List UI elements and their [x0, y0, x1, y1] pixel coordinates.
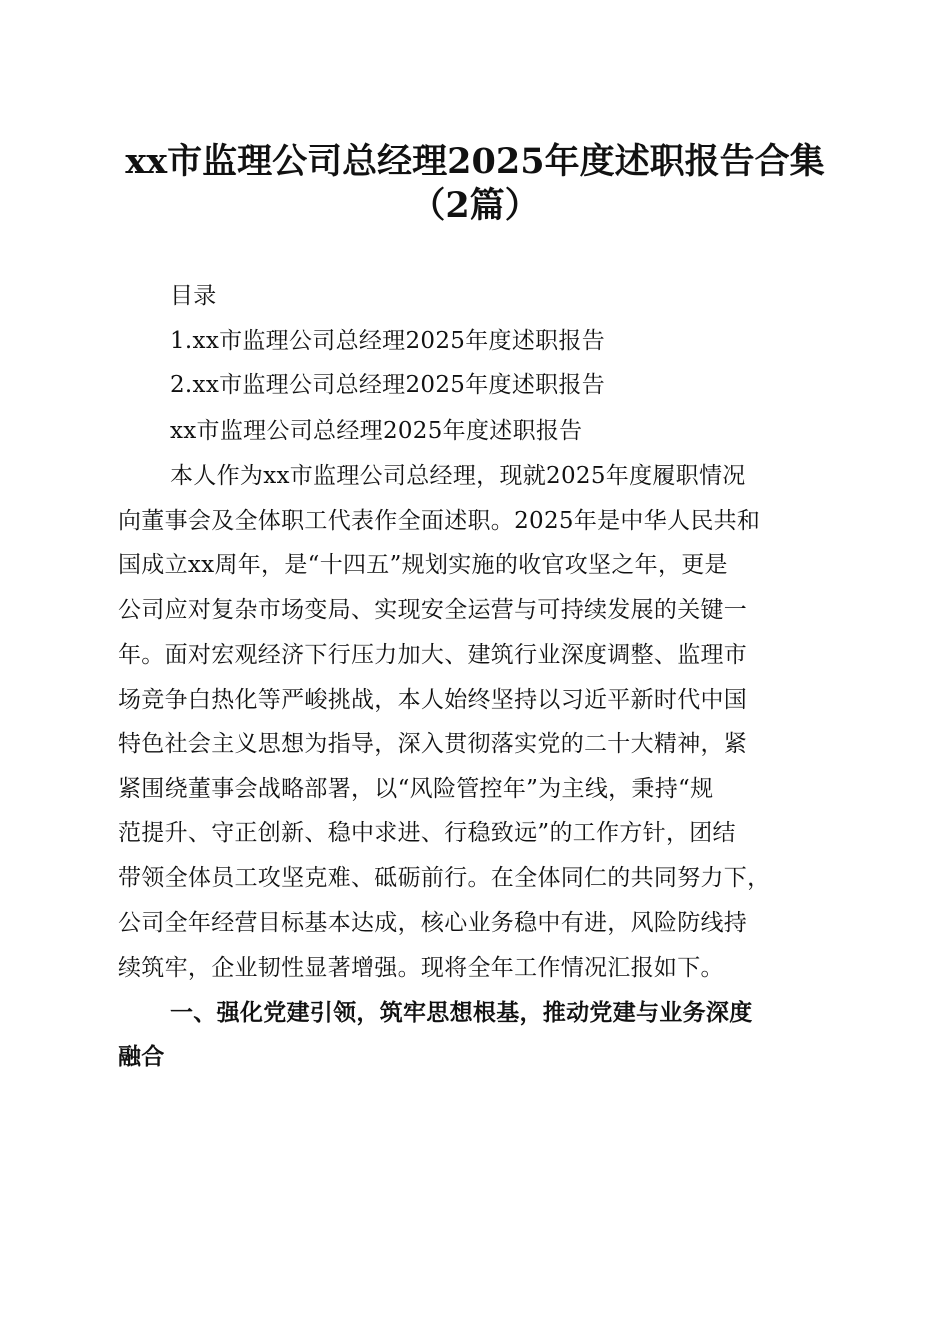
intro-line-4: 公司应对复杂市场变局、实现安全运营与可持续发展的关键一 [118, 597, 748, 623]
intro-line-3: 国成立xx周年，是“十四五”规划实施的收官攻坚之年，更是 [118, 552, 728, 578]
section-1-heading: 一、强化党建引领，筑牢思想根基，推动党建与业务深度 [170, 1000, 753, 1026]
intro-line-7: 特色社会主义思想为指导，深入贯彻落实党的二十大精神，紧 [118, 731, 748, 757]
intro-line-11: 公司全年经营目标基本达成，核心业务稳中有进，风险防线持 [118, 910, 748, 936]
article-title: xx市监理公司总经理2025年度述职报告 [170, 418, 583, 444]
intro-line-9: 范提升、守正创新、稳中求进、行稳致远”的工作方针，团结 [118, 820, 736, 846]
intro-line-12: 续筑牢，企业韧性显著增强。现将全年工作情况汇报如下。 [118, 955, 724, 981]
intro-line-5: 年。面对宏观经济下行压力加大、建筑行业深度调整、监理市 [118, 642, 748, 668]
toc-item-2: 2.xx市监理公司总经理2025年度述职报告 [170, 372, 606, 398]
document-title: xx市监理公司总经理2025年度述职报告合集 [125, 141, 825, 182]
intro-line-1: 本人作为xx市监理公司总经理，现就2025年度履职情况 [170, 463, 746, 489]
toc-label: 目录 [170, 283, 217, 309]
toc-item-1: 1.xx市监理公司总经理2025年度述职报告 [170, 328, 606, 354]
intro-line-6: 场竞争白热化等严峻挑战，本人始终坚持以习近平新时代中国 [118, 687, 748, 713]
intro-line-2: 向董事会及全体职工代表作全面述职。2025年是中华人民共和 [118, 508, 761, 534]
section-1-heading-cont: 融合 [118, 1044, 165, 1070]
document-title-count: （2篇） [410, 185, 540, 226]
intro-line-10: 带领全体员工攻坚克难、砥砺前行。在全体同仁的共同努力下， [118, 865, 771, 891]
intro-line-8: 紧围绕董事会战略部署，以“风险管控年”为主线，秉持“规 [118, 776, 714, 802]
